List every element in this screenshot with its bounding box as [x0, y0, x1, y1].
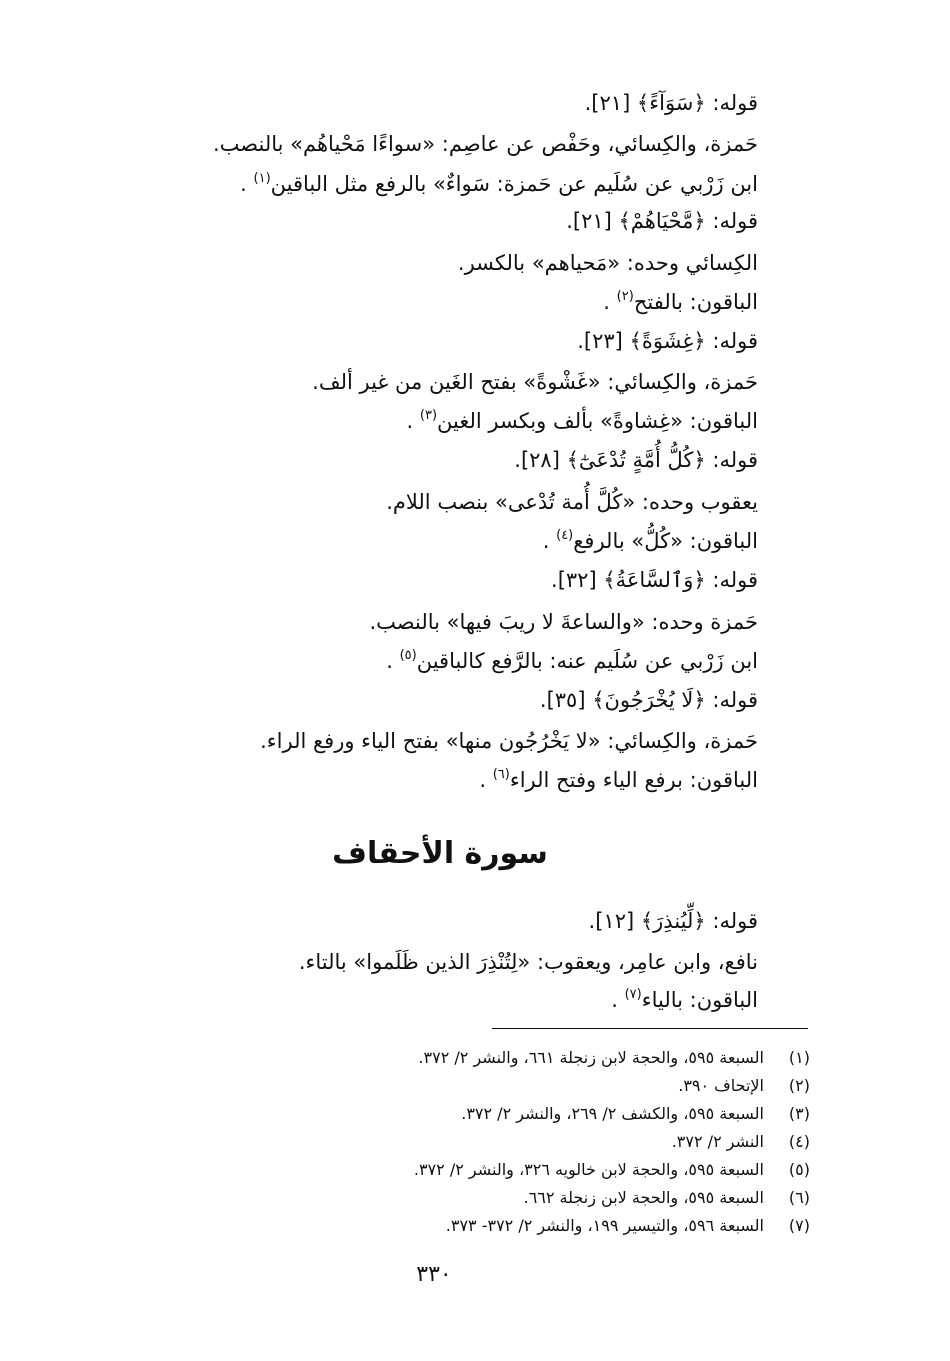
footnote-number: (٦): [788, 1188, 810, 1207]
footnote-separator: [492, 1028, 808, 1029]
footnote: [678, 1074, 810, 1098]
footnote-marker: (٥): [399, 648, 417, 663]
footnote-marker: (١): [253, 171, 271, 186]
body-line: الباقون: برفع الياء وفتح الراء$^{(٦)}$ .: [479, 767, 758, 792]
footnote-marker: (٣): [419, 408, 438, 423]
body-line: يعقوب وحده: «كُلَّ أُمة تُدْعى» بنصب اللام.: [386, 490, 758, 514]
body-line: الباقون: «غِشاوةً» بألف وبكسر الغين$^{(٣)}$ .: [406, 408, 758, 433]
footnote: [672, 1130, 810, 1154]
body-line: قوله: ﴿لِّيُنذِرَ﴾ [١٢].: [588, 909, 758, 933]
footnote: [524, 1186, 810, 1210]
body-line: حَمزة، والكِسائي، وحَفْص عن عاصِم: «سواءًا مَحْياهُم» بالنصب.: [212, 132, 758, 156]
footnote-number: (٢): [788, 1076, 810, 1095]
body-line: نافع، وابن عامِر، ويعقوب: «لِتُنْذِرَ الذين ظَلَموا» بالتاء.: [298, 950, 758, 974]
footnote-marker: (٤): [556, 528, 574, 543]
body-line: ابن زَرْبي عن سُلَيم عنه: بالرَّفع كالباقين$^{(٥)}$ .: [386, 648, 758, 673]
footnote-marker: (٦): [492, 767, 510, 782]
body-line: الكِسائي وحده: «مَحياهم» بالكسر.: [457, 251, 758, 275]
footnote-text: السبعة ٥٩٦، والتيسير ١٩٩، والنشر ٢/ ٣٧٢- ٣٧٣.: [445, 1216, 764, 1235]
footnote-number: (٧): [788, 1216, 810, 1235]
body-line: قوله: ﴿سَوَآءً﴾ [٢١].: [584, 91, 758, 115]
body-line: قوله: ﴿لَا يُخْرَجُونَ﴾ [٣٥].: [539, 688, 758, 712]
footnote: [446, 1214, 810, 1238]
footnote-number: (٣): [788, 1104, 810, 1123]
body-line: قوله: ﴿كُلُّ أُمَّةٍ تُدْعَىٰٓ﴾ [٢٨].: [514, 448, 758, 472]
body-line: الباقون: «كُلُّ» بالرفع$^{(٤)}$ .: [542, 528, 758, 553]
footnote: [461, 1102, 810, 1126]
footnote-text: السبعة ٥٩٥، والكشف ٢/ ٢٦٩، والنشر ٢/ ٣٧٢.: [461, 1104, 764, 1123]
footnote-text: السبعة ٥٩٥، والحجة لابن زنجلة ٦٦٢.: [523, 1188, 764, 1207]
body-line: الباقون: بالفتح$^{(٢)}$ .: [603, 289, 758, 314]
footnote-marker: (٧): [624, 987, 642, 1002]
footnote-text: السبعة ٥٩٥، والحجة لابن زنجلة ٦٦١، والنشر ٢/ ٣٧٢.: [418, 1048, 764, 1067]
body-line: قوله: ﴿مَّحْيَاهُمْ﴾ [٢١].: [566, 209, 758, 233]
footnote-number: (٤): [788, 1132, 810, 1151]
body-line: حَمزة، والكِسائي: «غَشْوةً» بفتح الغَين من غير ألف.: [312, 370, 758, 394]
footnote: [414, 1158, 810, 1182]
surah-heading: سورة الأحقاف: [332, 836, 548, 871]
footnote-text: النشر ٢/ ٣٧٢.: [671, 1132, 764, 1151]
body-line: قوله: ﴿وَٱلسَّاعَةُ﴾ [٣٢].: [551, 568, 758, 592]
footnote-number: (١): [788, 1048, 810, 1067]
footnote-number: (٥): [788, 1160, 810, 1179]
body-line: ابن زَرْبي عن سُلَيم عن حَمزة: سَواءٌ» بالرفع مثل الباقين$^{(١)}$ .: [240, 171, 758, 196]
footnote-text: الإتحاف ٣٩٠.: [678, 1076, 764, 1095]
body-line: الباقون: بالياء$^{(٧)}$ .: [611, 987, 758, 1012]
footnote: [418, 1046, 810, 1070]
footnote-marker: (٢): [616, 289, 634, 304]
body-line: حَمزة، والكِسائي: «لا يَخْرُجُون منها» بفتح الياء ورفع الراء.: [260, 729, 758, 753]
footnote-text: السبعة ٥٩٥، والحجة لابن خالويه ٣٢٦، والنشر ٢/ ٣٧٢.: [413, 1160, 764, 1179]
body-line: قوله: ﴿غِشَوَةً﴾ [٢٣].: [577, 329, 758, 353]
body-line: حَمزة وحده: «والساعةَ لا ريبَ فيها» بالنصب.: [369, 610, 758, 634]
page-number: ٣٣٠: [416, 1262, 452, 1287]
